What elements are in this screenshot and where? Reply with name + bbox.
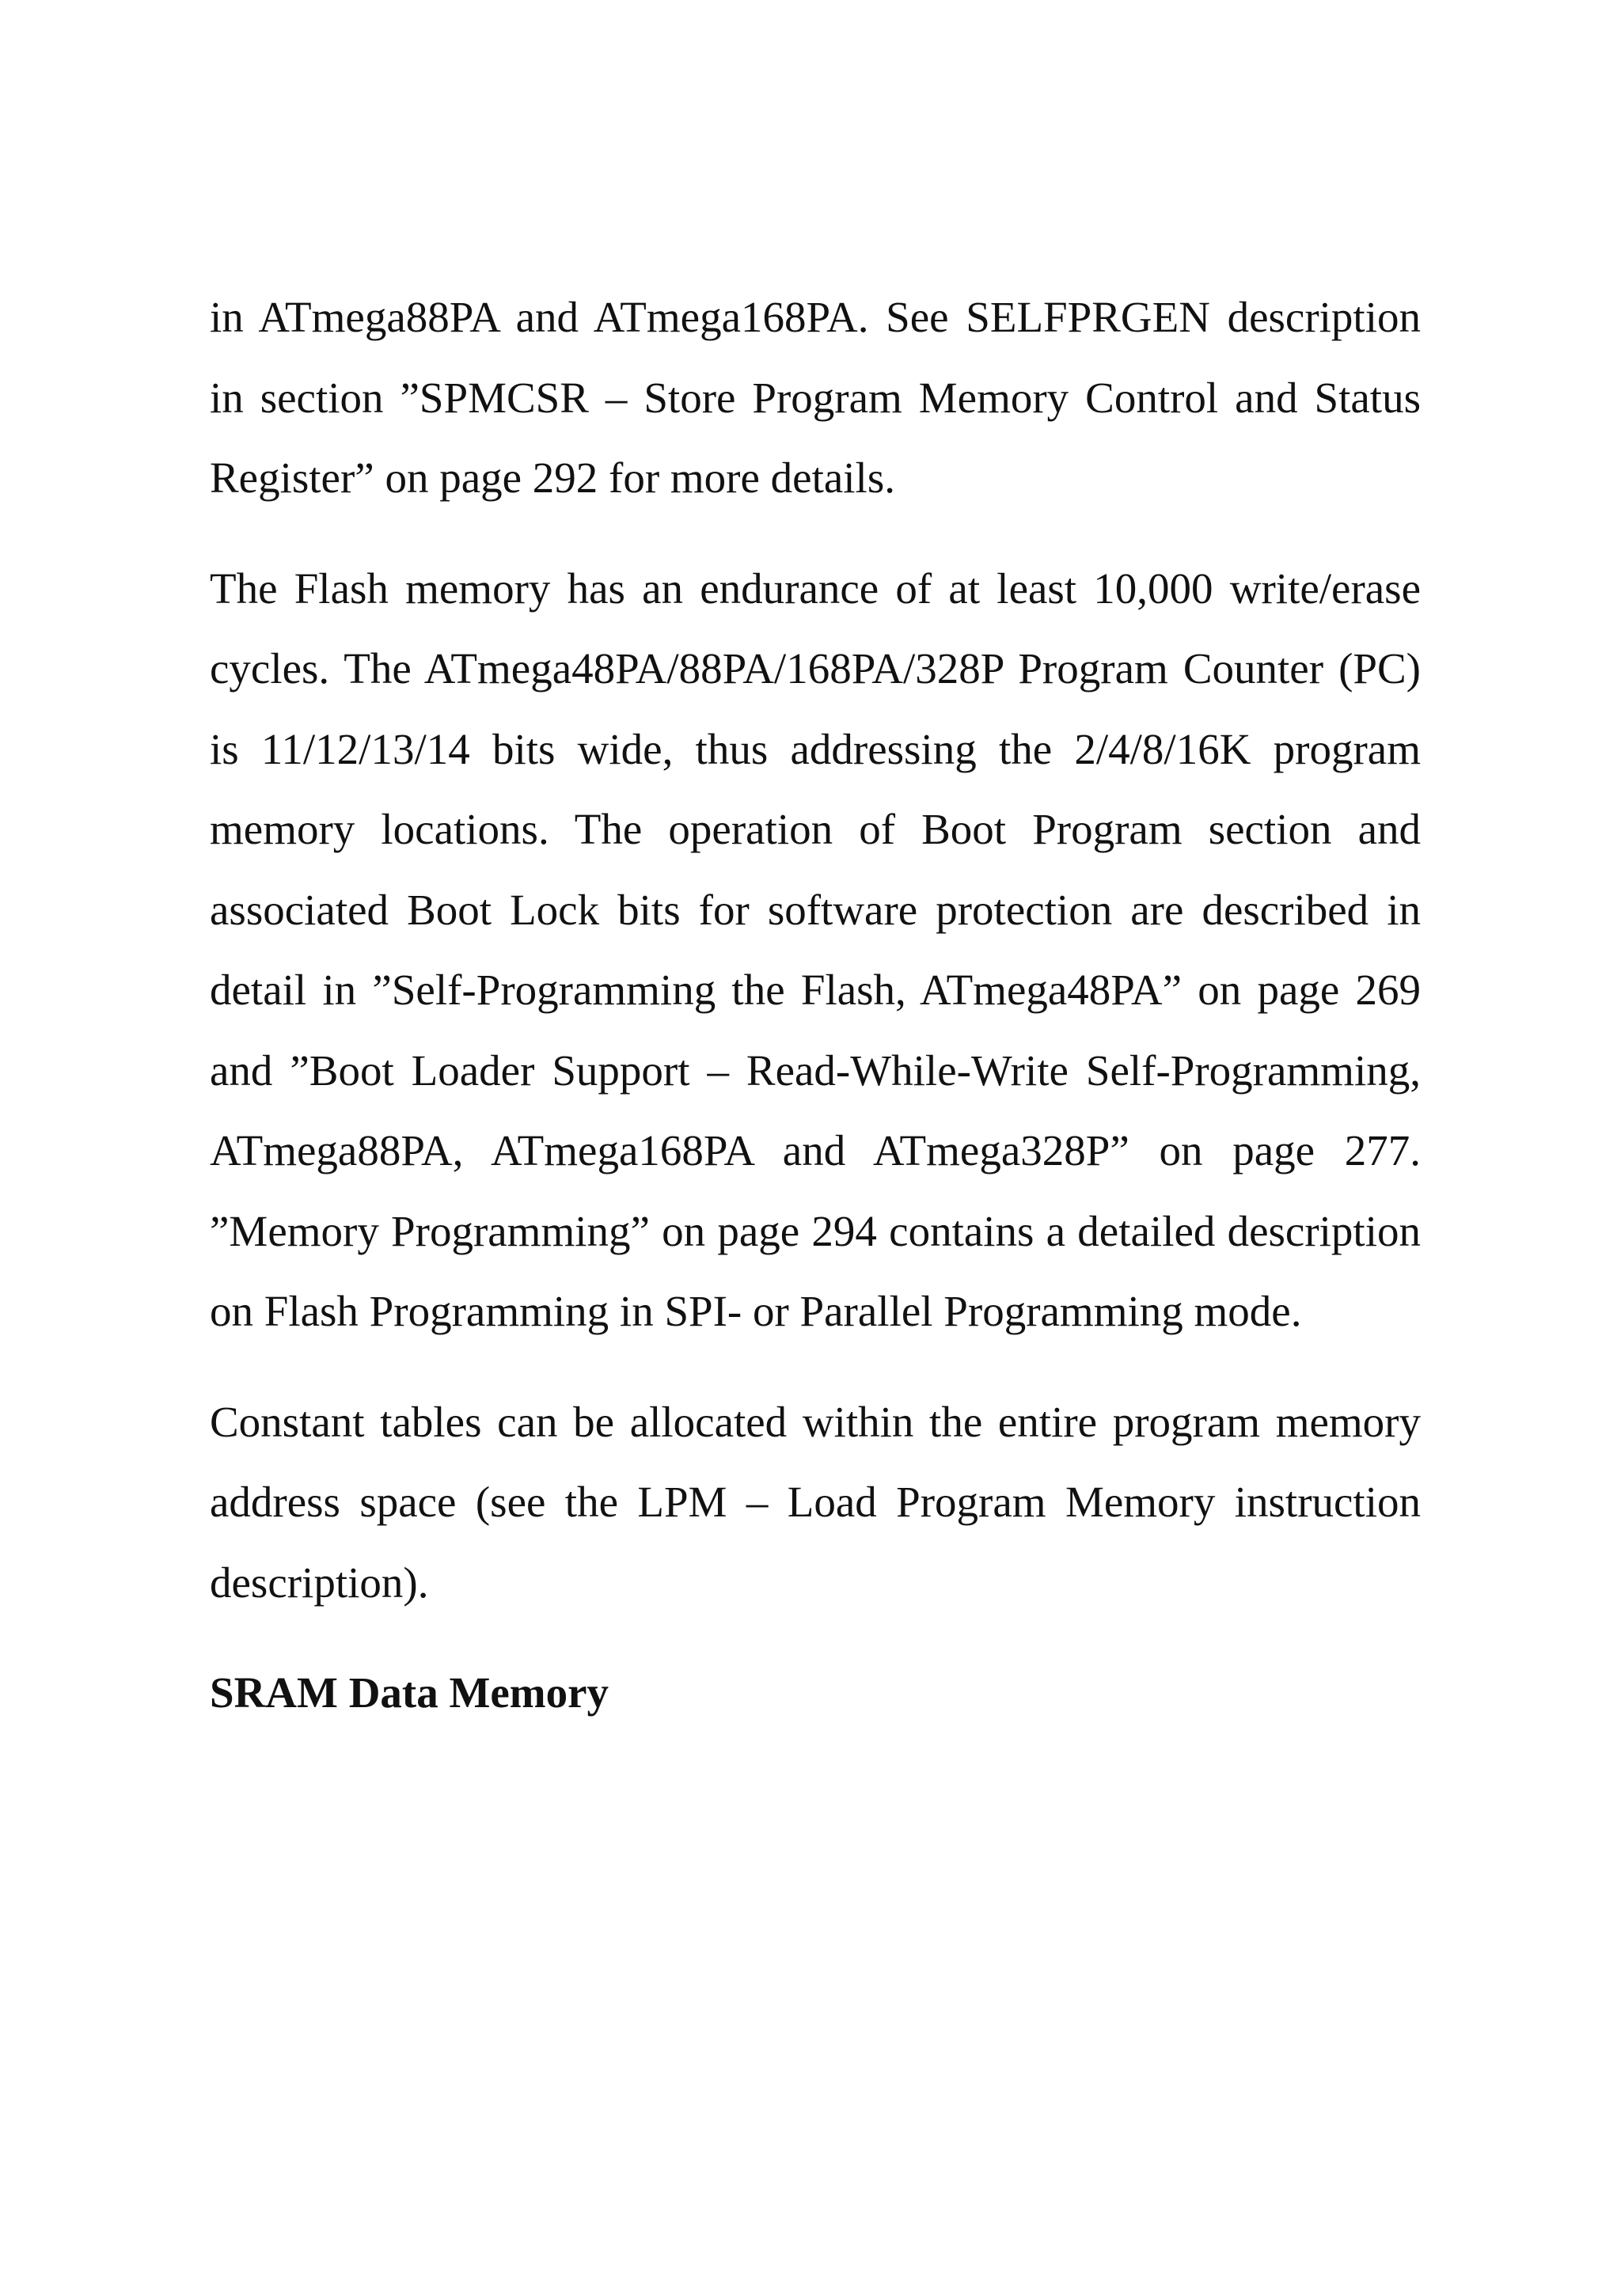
paragraph-selfprgen: in ATmega88PA and ATmega168PA. See SELFPRGEN description in section ”SPMCSR – Store Program Memory Control and Status Register” on page 292 for more details. <box>210 293 1421 502</box>
page-content <box>210 277 1421 1733</box>
paragraph-constant-tables: Constant tables can be allocated within the entire program memory address space (see the LPM – Load Program Memory instruction description). <box>210 1397 1421 1607</box>
section-heading: SRAM Data Memory <box>210 1668 609 1717</box>
paragraph-flash-memory: The Flash memory has an endurance of at least 10,000 write/erase cycles. The ATmega48PA/88PA/168PA/328P Program Counter (PC) is 11/12/13/14 bits wide, thus addressing the 2/4/8/16K program memory locations. The operation of Boot Program section and associated Boot Lock bits for software protection are described in detail in ”Self-Programming the Flash, ATmega48PA” on page 269 and ”Boot Loader Support – Read-While-Write Self-Programming, ATmega88PA, ATmega168PA and ATmega328P” on page 277. ”Memory Programming” on page 294 contains a detailed description on Flash Programming in SPI- or Parallel Programming mode. <box>210 564 1421 1335</box>
